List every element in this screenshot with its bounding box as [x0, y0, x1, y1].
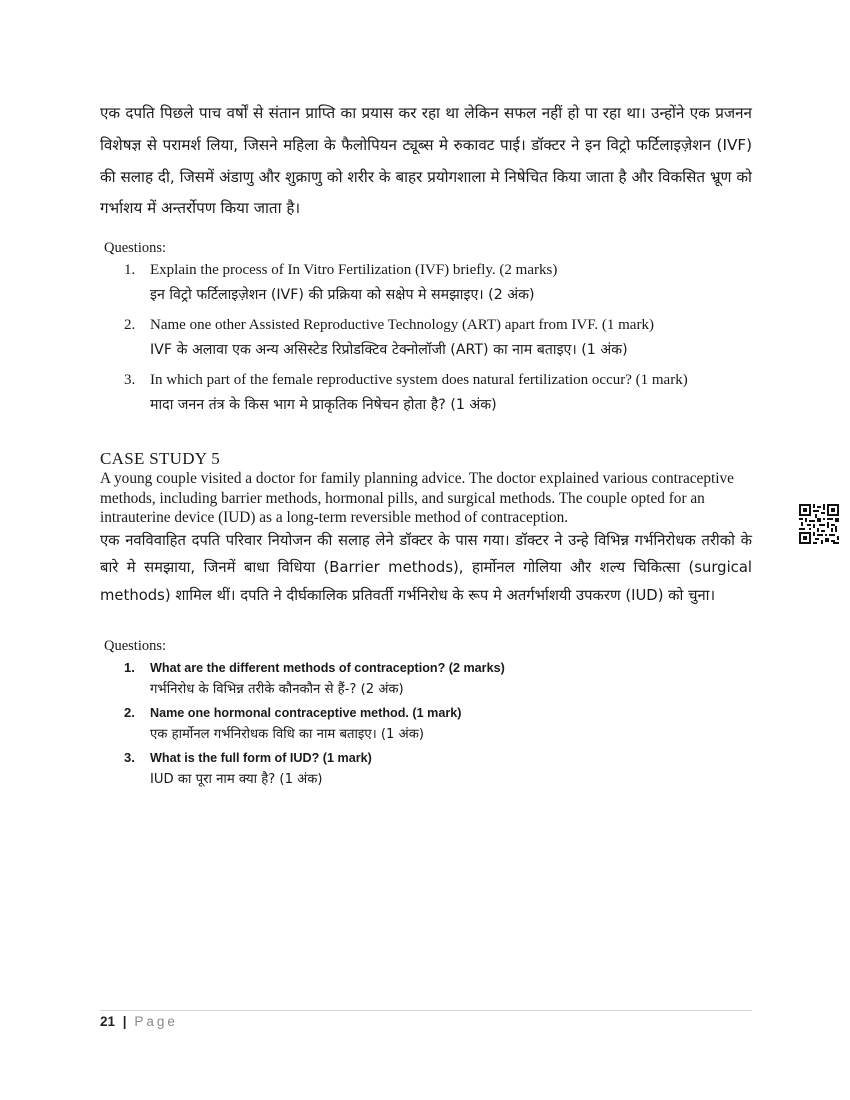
- case5-question-2: [124, 702, 754, 746]
- case5-paragraph-english: A young couple visited a doctor for family planning advice. The doctor explained various contraceptive methods, including barrier methods, hormonal pills, and surgical methods. The couple opted for an intrauterine device (IUD) as a long-term reversible method of contraception.: [100, 470, 734, 527]
- case4-question-3: [124, 368, 754, 418]
- case5-question-3: [124, 747, 754, 791]
- case5-question-1: [124, 657, 754, 701]
- question-number: 1.: [124, 660, 135, 675]
- question-text-english: What are the different methods of contraception? (2 marks): [150, 661, 505, 675]
- qr-code-icon[interactable]: [799, 504, 839, 544]
- question-text-english: What is the full form of IUD? (1 mark): [150, 751, 372, 765]
- footer-divider: [100, 1010, 752, 1011]
- question-number: 3.: [124, 372, 136, 388]
- question-text-hindi: इन विट्रो फर्टिलाइज़ेशन (IVF) की प्रक्रिया को सक्षेप मे समझाइए। (2 अंक): [150, 287, 535, 303]
- case5-questions-label: Questions:: [104, 638, 167, 654]
- question-text-hindi: एक हार्मोनल गर्भनिरोधक विधि का नाम बताइए। (1 अंक): [150, 727, 424, 742]
- case4-paragraph-hindi: एक दपति पिछले पाच वर्षों से संतान प्राप्ति का प्रयास कर रहा था लेकिन सफल नहीं हो पा रहा था। उन्होंने एक प्रजनन विशेषज्ञ से परामर्श लिया, जिसने महिला के फैलोपियन ट्यूब्स मे रुकावट पाई। डॉक्टर ने इन विट्रो फर्टिलाइज़ेशन (IVF) की सलाह दी, जिसमें अंडाणु और शुक्राणु को शरीर के बाहर प्रयोगशाला मे निषेचित किया जाता है और विकसित भ्रूण को गर्भाशय में अन्तर्रोपण किया जाता है।: [100, 104, 752, 218]
- case4-questions-label: Questions:: [104, 240, 167, 256]
- page-number: 21: [100, 1014, 116, 1029]
- question-text-english: In which part of the female reproductive system does natural fertilization occur? (1 mark): [150, 372, 688, 388]
- question-text-hindi: गर्भनिरोध के विभिन्न तरीके कौनकौन से हैं-? (2 अंक): [150, 682, 404, 697]
- question-number: 2.: [124, 705, 135, 720]
- case-study-5-title: CASE STUDY 5: [100, 449, 221, 468]
- question-text-english: Explain the process of In Vitro Fertilization (IVF) briefly. (2 marks): [150, 262, 558, 278]
- case5-question-list: [124, 657, 754, 792]
- page-footer: [100, 1014, 178, 1029]
- question-text-english: Name one hormonal contraceptive method. (1 mark): [150, 706, 462, 720]
- case4-question-1: [124, 258, 754, 308]
- question-text-english: Name one other Assisted Reproductive Technology (ART) apart from IVF. (1 mark): [150, 317, 654, 333]
- question-number: 2.: [124, 317, 136, 333]
- question-number: 1.: [124, 262, 136, 278]
- question-number: 3.: [124, 750, 135, 765]
- case4-question-2: [124, 313, 754, 363]
- question-text-hindi: मादा जनन तंत्र के किस भाग मे प्राकृतिक निषेचन होता है? (1 अंक): [150, 397, 497, 413]
- footer-separator: |: [122, 1014, 127, 1029]
- question-text-hindi: IVF के अलावा एक अन्य असिस्टेड रिप्रोडक्टिव टेक्नोलॉजी (ART) का नाम बताइए। (1 अंक): [150, 342, 628, 358]
- question-text-hindi: IUD का पूरा नाम क्या है? (1 अंक): [150, 772, 323, 787]
- case5-paragraph-hindi: एक नवविवाहित दपति परिवार नियोजन की सलाह लेने डॉक्टर के पास गया। डॉक्टर ने उन्हे विभिन्न गर्भनिरोधक तरीको के बारे मे समझाया, जिनमें बाधा विधिया (Barrier methods), हार्मोनल गोलिया और शल्य चिकित्सा (surgical methods) शामिल थीं। दपति ने दीर्घकालिक प्रतिवर्ती गर्भनिरोध के रूप मे अतर्गर्भाशयी उपकरण (IUD) को चुना।: [100, 532, 752, 604]
- page-label: Page: [134, 1014, 178, 1029]
- case4-question-list: [124, 258, 754, 423]
